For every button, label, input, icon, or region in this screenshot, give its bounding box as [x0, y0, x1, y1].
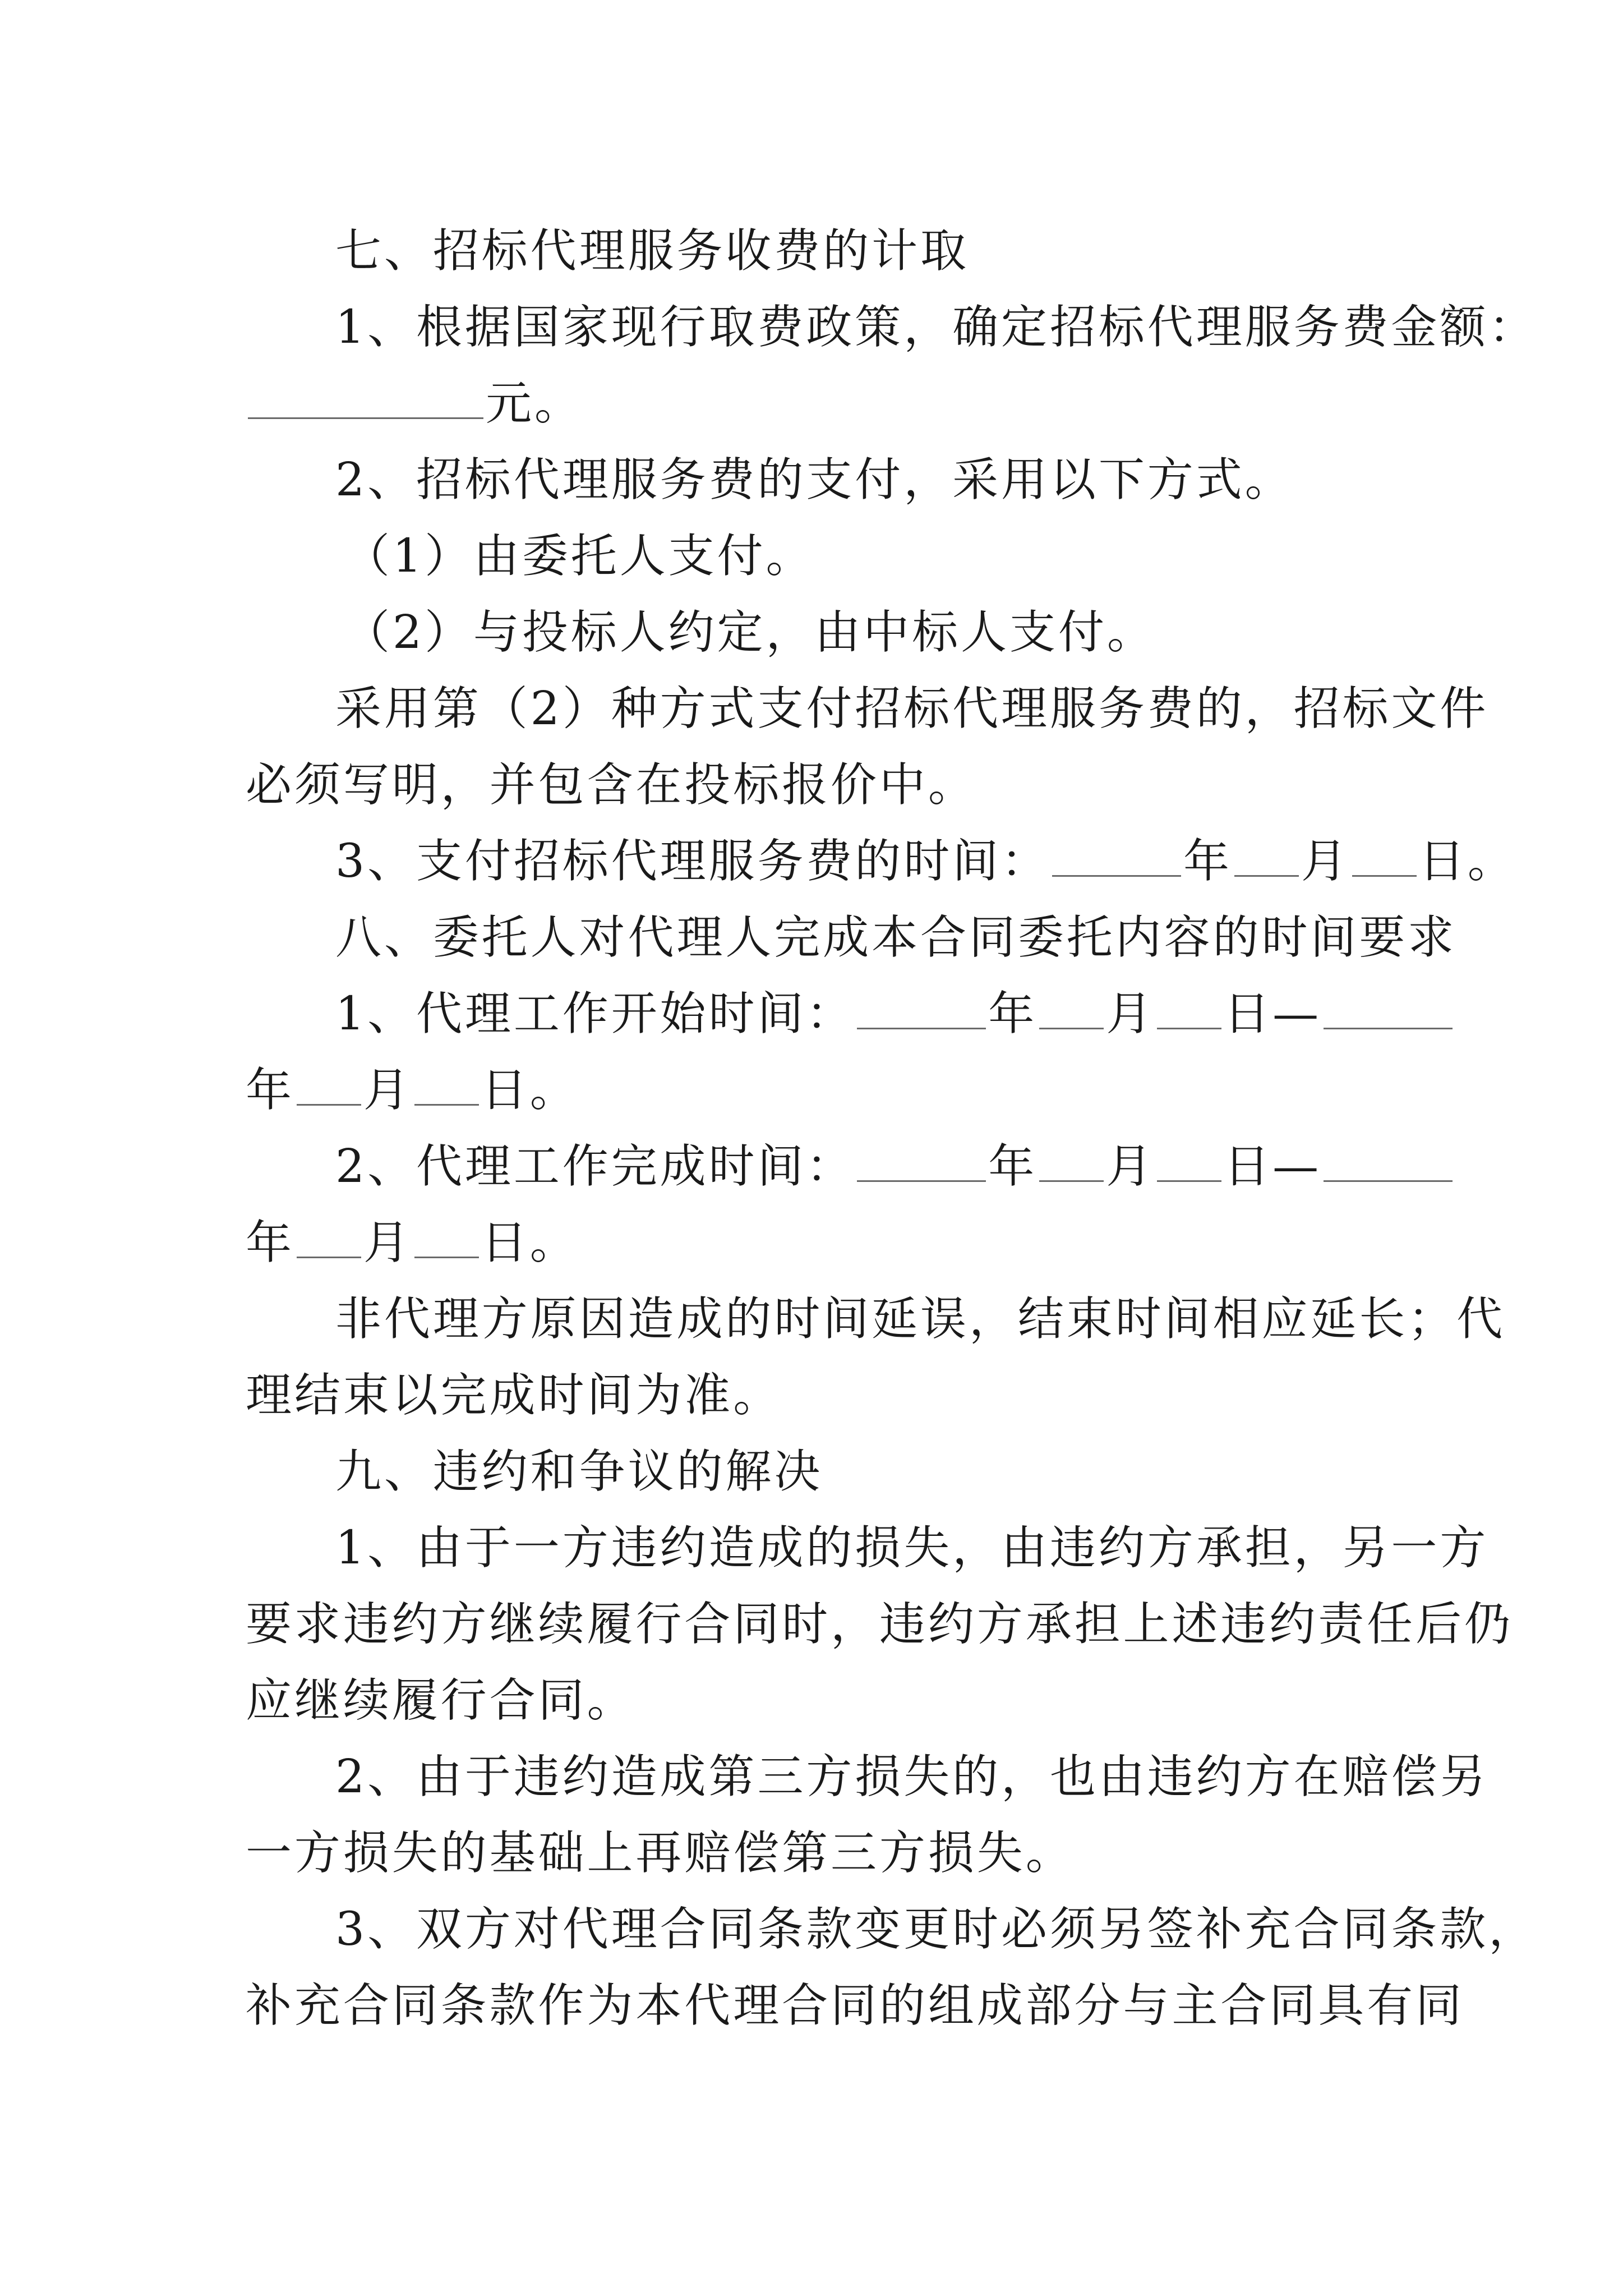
start-end-month-blank [297, 1064, 361, 1106]
finish-end-month-blank [297, 1216, 361, 1258]
month-label: 月 [1301, 835, 1350, 888]
finish-day-blank [1157, 1140, 1221, 1182]
paragraph-8-2-line-2 [246, 1205, 1395, 1281]
payment-note-line-2: 必须写明，并包含在投标报价中。 [246, 758, 977, 812]
payment-note-line-1: 采用第（2）种方式支付招标代理服务费的，招标文件 [335, 682, 1489, 735]
month-label: 月 [363, 1064, 412, 1117]
day-label: 日。 [1418, 835, 1516, 888]
section-7-heading: 七、招标代理服务收费的计取 [335, 224, 969, 278]
finish-end-day-blank [414, 1216, 479, 1258]
day-blank [1352, 835, 1417, 877]
month-label: 月 [1106, 987, 1155, 1041]
paragraph-7-1-line-2 [246, 366, 1395, 442]
start-time-label: 1、代理工作开始时间： [335, 987, 855, 1041]
finish-month-blank [1039, 1140, 1104, 1182]
year-label: 年 [246, 1064, 294, 1117]
section-9-heading: 九、违约和争议的解决 [335, 1445, 823, 1498]
day-label: 日。 [481, 1064, 579, 1117]
paragraph-9-1-line-1: 1、由于一方违约造成的损失，由违约方承担，另一方 [335, 1521, 1489, 1575]
day-label: 日。 [481, 1216, 579, 1269]
finish-year-blank [857, 1140, 986, 1182]
start-day-blank [1157, 987, 1221, 1029]
delay-note-line-1: 非代理方原因造成的时间延误，结束时间相应延长；代 [335, 1292, 1506, 1346]
contract-text [246, 213, 1538, 2044]
paragraph-7-1-line-1: 1、根据国家现行取费政策，确定招标代理服务费金额： [335, 301, 1538, 354]
range-dash: — [1272, 987, 1321, 1041]
day-label: 日 [1224, 1140, 1273, 1193]
paragraph-7-3 [246, 823, 1516, 900]
delay-note-line-2: 理结束以完成时间为准。 [246, 1369, 782, 1422]
month-label: 月 [363, 1216, 412, 1269]
start-year-blank [857, 987, 986, 1029]
start-month-blank [1039, 987, 1104, 1029]
paragraph-9-2-line-1: 2、由于违约造成第三方损失的，也由违约方在赔偿另 [335, 1750, 1489, 1803]
start-end-year-blank [1324, 987, 1453, 1029]
paragraph-7-2: 2、招标代理服务费的支付，采用以下方式。 [335, 453, 1294, 507]
year-label: 年 [988, 987, 1038, 1041]
paragraph-9-3-line-1: 3、双方对代理合同条款变更时必须另签补充合同条款， [335, 1903, 1538, 1956]
paragraph-8-1-line-1 [246, 976, 1395, 1052]
year-blank [1052, 835, 1181, 877]
paragraph-9-3-line-2: 补充合同条款作为本代理合同的组成部分与主合同具有同 [246, 1979, 1465, 2032]
payment-option-2: （2）与投标人约定，由中标人支付。 [344, 606, 1156, 659]
start-end-day-blank [414, 1064, 479, 1106]
range-dash: — [1272, 1140, 1321, 1193]
year-label: 年 [246, 1216, 294, 1269]
finish-time-label: 2、代理工作完成时间： [335, 1140, 855, 1193]
section-8-heading: 八、委托人对代理人完成本合同委托内容的时间要求 [335, 911, 1457, 964]
paragraph-9-1-line-2: 要求违约方继续履行合同时，违约方承担上述违约责任后仍 [246, 1598, 1513, 1651]
fee-amount-blank [248, 377, 483, 419]
month-blank [1234, 835, 1299, 877]
paragraph-9-2-line-2: 一方损失的基础上再赔偿第三方损失。 [246, 1826, 1075, 1880]
finish-end-year-blank [1324, 1140, 1453, 1182]
year-label: 年 [1183, 835, 1232, 888]
payment-option-1: （1）由委托人支付。 [344, 530, 815, 583]
fee-unit: 元。 [486, 377, 583, 430]
month-label: 月 [1106, 1140, 1155, 1193]
paragraph-9-1-line-3: 应继续履行合同。 [246, 1674, 636, 1727]
year-label: 年 [988, 1140, 1038, 1193]
paragraph-8-1-line-2 [246, 1052, 1395, 1129]
day-label: 日 [1224, 987, 1273, 1041]
paragraph-8-2-line-1 [246, 1129, 1395, 1205]
payment-time-label: 3、支付招标代理服务费的时间： [335, 835, 1050, 888]
